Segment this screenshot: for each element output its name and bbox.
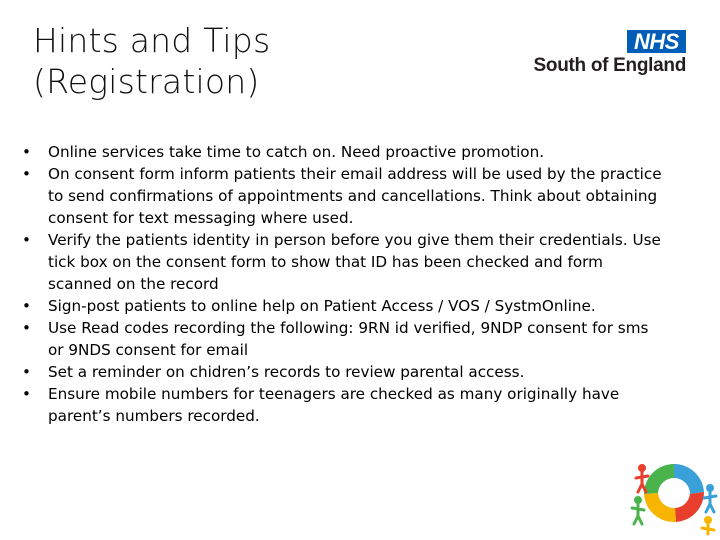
slide-title: [33, 20, 270, 102]
bullet-icon: •: [22, 385, 31, 403]
figure-body-yellow: [702, 524, 714, 534]
list-item-text: Use Read codes recording the following: 9RN id verified, 9NDP consent for sms or 9NDS consent for email: [48, 319, 649, 359]
list-item: [22, 383, 662, 427]
list-item: [22, 295, 662, 317]
bullet-icon: •: [22, 319, 31, 337]
puzzle-piece-blue: [674, 464, 704, 494]
list-item: [22, 229, 662, 295]
slide-title-line-2: (Registration): [33, 62, 260, 101]
bullet-icon: •: [22, 363, 31, 381]
nhs-logo: [520, 27, 688, 81]
figure-body-blue: [704, 492, 716, 512]
list-item: [22, 163, 662, 229]
list-item-text: On consent form inform patients their email address will be used by the practice to send confirmations of appointments and cancellations. Think about obtaining consent for text messaging where used.: [48, 165, 662, 227]
bullet-icon: •: [22, 231, 31, 249]
list-item-text: Online services take time to catch on. Need proactive promotion.: [48, 143, 545, 161]
nhs-brand-mark: NHS: [627, 30, 686, 53]
puzzle-people-icon: [628, 448, 720, 540]
list-item-text: Set a reminder on chidren’s records to review parental access.: [48, 363, 525, 381]
list-item: [22, 361, 662, 383]
puzzle-piece-red: [675, 492, 704, 522]
list-item-text: Ensure mobile numbers for teenagers are checked as many originally have parent’s numbers recorded.: [48, 385, 620, 425]
list-item-text: Verify the patients identity in person before you give them their credentials. Use tick box on the consent form to show that ID has been checked and form scanned on the record: [48, 231, 661, 293]
tips-list: [22, 141, 662, 427]
list-item: [22, 317, 662, 361]
bullet-icon: •: [22, 297, 31, 315]
nhs-region-name: South of England: [533, 55, 686, 76]
figure-body-green: [632, 504, 644, 524]
puzzle-piece-green: [644, 464, 674, 494]
slide-title-line-1: Hints and Tips: [33, 21, 271, 60]
bullet-icon: •: [22, 165, 31, 183]
bullet-icon: •: [22, 143, 31, 161]
list-item: [22, 141, 662, 163]
puzzle-piece-yellow: [644, 493, 676, 522]
list-item-text: Sign-post patients to online help on Patient Access / VOS / SystmOnline.: [48, 297, 596, 315]
